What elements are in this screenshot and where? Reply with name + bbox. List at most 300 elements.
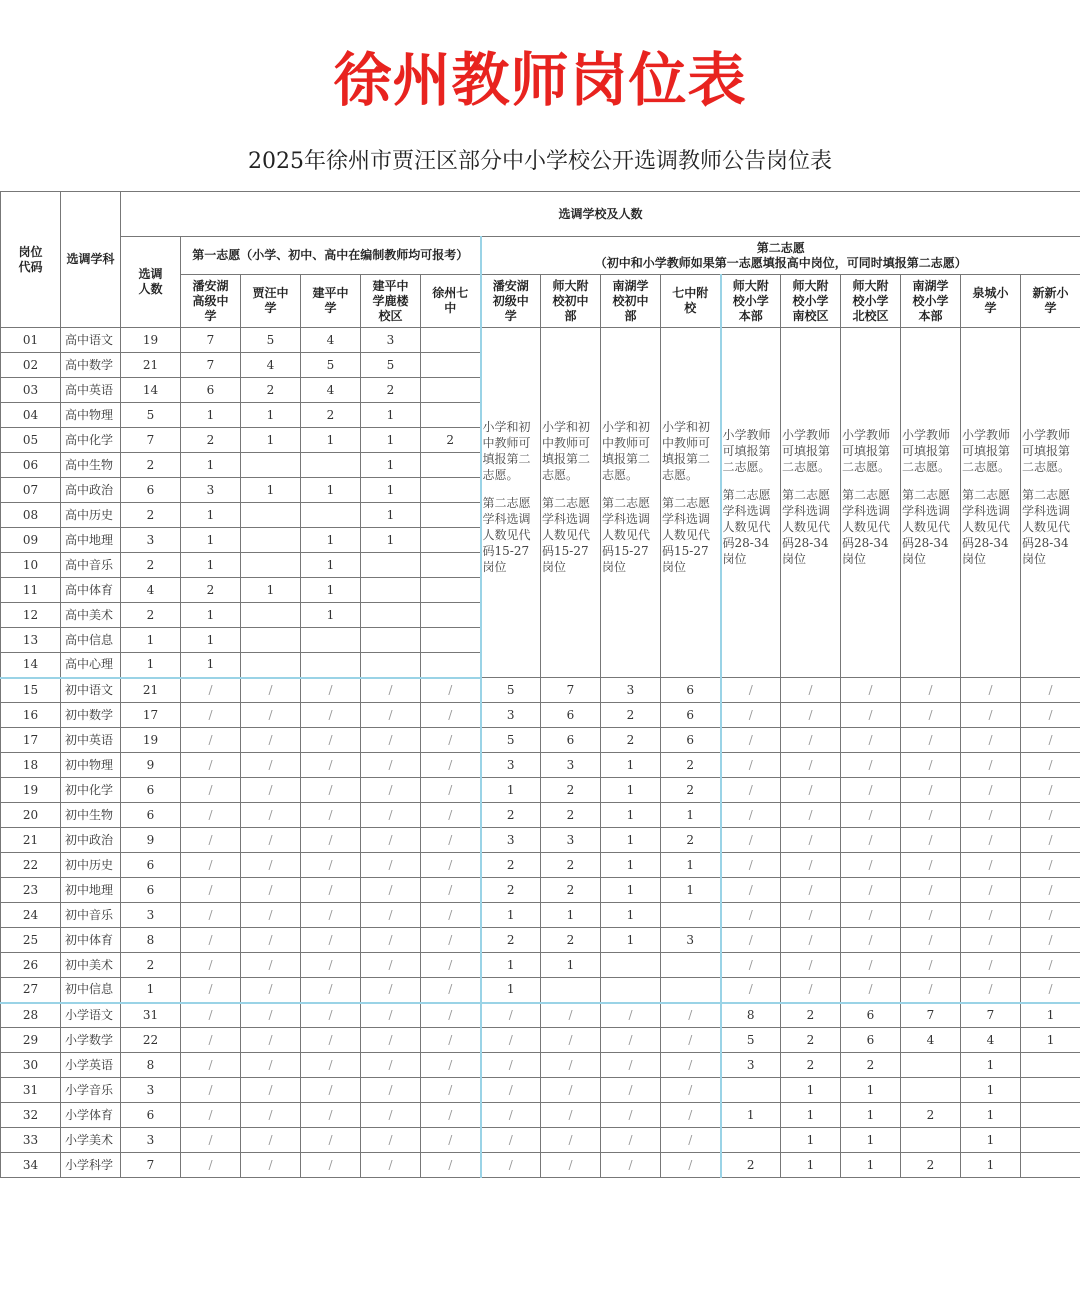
cell-value: / <box>181 903 241 928</box>
cell-total: 8 <box>121 1053 181 1078</box>
cell-value: / <box>961 903 1021 928</box>
cell-value: 1 <box>301 528 361 553</box>
cell-subject: 高中体育 <box>61 578 121 603</box>
cell-value: / <box>241 1128 301 1153</box>
cell-value: / <box>241 1003 301 1028</box>
cell-value: / <box>241 803 301 828</box>
cell-value: 5 <box>721 1028 781 1053</box>
cell-value: / <box>721 753 781 778</box>
cell-value: 5 <box>361 353 421 378</box>
cell-value: / <box>361 778 421 803</box>
cell-value: 1 <box>601 828 661 853</box>
cell-value: / <box>961 803 1021 828</box>
cell-value <box>301 653 361 678</box>
cell-total: 22 <box>121 1028 181 1053</box>
cell-value: 1 <box>661 853 721 878</box>
cell-value: / <box>721 678 781 703</box>
cell-value: / <box>841 878 901 903</box>
cell-value: / <box>1021 803 1080 828</box>
cell-value <box>421 478 481 503</box>
cell-total: 6 <box>121 778 181 803</box>
cell-total: 19 <box>121 728 181 753</box>
cell-code: 33 <box>1 1128 61 1153</box>
cell-value: 1 <box>361 503 421 528</box>
cell-subject: 高中信息 <box>61 628 121 653</box>
cell-subject: 高中历史 <box>61 503 121 528</box>
cell-subject: 初中体育 <box>61 928 121 953</box>
note-line-2: 第二志愿学科选调人数见代码28-34岗位 <box>782 487 831 566</box>
cell-code: 12 <box>1 603 61 628</box>
cell-code: 19 <box>1 778 61 803</box>
cell-value: 2 <box>481 878 541 903</box>
cell-value: 1 <box>961 1103 1021 1128</box>
cell-value <box>421 553 481 578</box>
cell-value: / <box>421 828 481 853</box>
cell-value: / <box>241 753 301 778</box>
cell-value: / <box>181 1103 241 1128</box>
cell-value: 2 <box>481 853 541 878</box>
cell-value <box>241 553 301 578</box>
cell-value: / <box>541 1053 601 1078</box>
cell-value: / <box>1021 678 1080 703</box>
cell-value <box>361 653 421 678</box>
cell-value: 3 <box>541 828 601 853</box>
cell-value: / <box>541 1078 601 1103</box>
cell-code: 01 <box>1 328 61 353</box>
cell-value: 1 <box>601 903 661 928</box>
cell-value: / <box>901 753 961 778</box>
cell-value: / <box>241 928 301 953</box>
cell-total: 3 <box>121 1128 181 1153</box>
cell-value: / <box>601 1128 661 1153</box>
cell-value: 1 <box>181 503 241 528</box>
cell-value: / <box>661 1053 721 1078</box>
cell-value <box>901 1053 961 1078</box>
cell-value: / <box>241 853 301 878</box>
cell-subject: 初中生物 <box>61 803 121 828</box>
cell-subject: 高中音乐 <box>61 553 121 578</box>
cell-value: 3 <box>661 928 721 953</box>
cell-total: 14 <box>121 378 181 403</box>
note-cell <box>1021 328 1080 678</box>
cell-value: 1 <box>601 928 661 953</box>
note-line-2: 第二志愿学科选调人数见代码28-34岗位 <box>1022 487 1071 566</box>
cell-value: / <box>301 928 361 953</box>
cell-value: / <box>421 1128 481 1153</box>
cell-subject: 初中英语 <box>61 728 121 753</box>
cell-subject: 高中生物 <box>61 453 121 478</box>
cell-total: 6 <box>121 478 181 503</box>
cell-value: 1 <box>361 403 421 428</box>
cell-value: / <box>181 878 241 903</box>
cell-value: / <box>841 753 901 778</box>
cell-value: 1 <box>601 878 661 903</box>
cell-value: / <box>1021 878 1080 903</box>
cell-value: 1 <box>301 578 361 603</box>
cell-subject: 高中美术 <box>61 603 121 628</box>
cell-value <box>421 403 481 428</box>
cell-value: / <box>901 853 961 878</box>
cell-value: / <box>961 778 1021 803</box>
cell-value: / <box>901 828 961 853</box>
cell-value: / <box>181 928 241 953</box>
cell-total: 1 <box>121 628 181 653</box>
cell-value: 1 <box>661 803 721 828</box>
header-school: 师大附校小学南校区 <box>781 275 841 328</box>
cell-value: 6 <box>541 703 601 728</box>
cell-value: / <box>781 728 841 753</box>
cell-value: / <box>481 1103 541 1128</box>
cell-total: 21 <box>121 678 181 703</box>
cell-value: 1 <box>961 1053 1021 1078</box>
cell-value: 1 <box>721 1103 781 1128</box>
cell-value: 2 <box>601 728 661 753</box>
cell-value: / <box>841 903 901 928</box>
cell-value: / <box>781 703 841 728</box>
cell-value: 1 <box>541 953 601 978</box>
note-cell <box>721 328 781 678</box>
cell-value: 1 <box>781 1128 841 1153</box>
cell-value: / <box>901 778 961 803</box>
cell-value: 2 <box>781 1053 841 1078</box>
cell-value: 2 <box>241 378 301 403</box>
cell-code: 07 <box>1 478 61 503</box>
cell-value: 2 <box>601 703 661 728</box>
cell-value: / <box>901 928 961 953</box>
cell-value: / <box>961 878 1021 903</box>
cell-value: 3 <box>481 828 541 853</box>
cell-value: / <box>721 828 781 853</box>
cell-value: 1 <box>1021 1003 1080 1028</box>
cell-value: / <box>721 853 781 878</box>
cell-value: 6 <box>661 728 721 753</box>
cell-value: / <box>361 1103 421 1128</box>
cell-value: 6 <box>181 378 241 403</box>
cell-value: / <box>1021 703 1080 728</box>
cell-value: 1 <box>781 1078 841 1103</box>
cell-value: 2 <box>541 928 601 953</box>
cell-value: 4 <box>301 378 361 403</box>
cell-code: 22 <box>1 853 61 878</box>
cell-value: 1 <box>181 653 241 678</box>
cell-value: 2 <box>421 428 481 453</box>
cell-subject: 高中数学 <box>61 353 121 378</box>
cell-code: 25 <box>1 928 61 953</box>
cell-value: / <box>601 1103 661 1128</box>
cell-value: 6 <box>661 703 721 728</box>
table-row <box>1 953 1080 978</box>
cell-subject: 小学科学 <box>61 1153 121 1178</box>
header-school: 师大附校初中部 <box>541 275 601 328</box>
cell-value <box>301 453 361 478</box>
cell-value <box>421 528 481 553</box>
cell-value <box>421 653 481 678</box>
header-school: 师大附校小学本部 <box>721 275 781 328</box>
cell-code: 21 <box>1 828 61 853</box>
cell-value: / <box>721 728 781 753</box>
cell-value: 1 <box>961 1153 1021 1178</box>
cell-total: 2 <box>121 953 181 978</box>
cell-value: / <box>1021 978 1080 1003</box>
note-line-1: 小学和初中教师可填报第二志愿。 <box>482 419 531 482</box>
cell-value: 6 <box>841 1003 901 1028</box>
cell-code: 16 <box>1 703 61 728</box>
cell-total: 1 <box>121 978 181 1003</box>
cell-value: / <box>781 878 841 903</box>
cell-value: / <box>421 728 481 753</box>
cell-value: 3 <box>181 478 241 503</box>
cell-value: 2 <box>541 778 601 803</box>
cell-value: / <box>361 1028 421 1053</box>
cell-value: / <box>421 1103 481 1128</box>
cell-value: / <box>781 903 841 928</box>
cell-value: / <box>181 1053 241 1078</box>
cell-value: / <box>181 1028 241 1053</box>
cell-value: / <box>241 1153 301 1178</box>
cell-value: 4 <box>301 328 361 353</box>
cell-value: / <box>661 1128 721 1153</box>
cell-total: 2 <box>121 553 181 578</box>
cell-value: 1 <box>181 603 241 628</box>
cell-value: 5 <box>301 353 361 378</box>
cell-value: / <box>961 678 1021 703</box>
cell-value: 2 <box>541 803 601 828</box>
cell-value: / <box>241 978 301 1003</box>
cell-value: / <box>961 753 1021 778</box>
cell-subject: 初中数学 <box>61 703 121 728</box>
header-school: 新新小学 <box>1021 275 1080 328</box>
header-school: 南湖学校小学本部 <box>901 275 961 328</box>
cell-subject: 初中历史 <box>61 853 121 878</box>
table-row <box>1 828 1080 853</box>
table-row <box>1 903 1080 928</box>
cell-value: / <box>301 1003 361 1028</box>
cell-value: / <box>961 953 1021 978</box>
cell-value <box>1021 1128 1080 1153</box>
cell-value: / <box>181 778 241 803</box>
cell-value: / <box>1021 778 1080 803</box>
cell-total: 7 <box>121 428 181 453</box>
cell-value: / <box>181 1128 241 1153</box>
cell-value <box>241 628 301 653</box>
cell-subject: 高中英语 <box>61 378 121 403</box>
cell-subject: 小学体育 <box>61 1103 121 1128</box>
cell-value: 8 <box>721 1003 781 1028</box>
cell-value: 3 <box>601 678 661 703</box>
cell-value: / <box>721 953 781 978</box>
cell-value: / <box>841 853 901 878</box>
cell-value: 1 <box>181 453 241 478</box>
cell-value: / <box>961 828 1021 853</box>
cell-value: / <box>1021 828 1080 853</box>
cell-subject: 小学英语 <box>61 1053 121 1078</box>
cell-value: / <box>181 1003 241 1028</box>
cell-value: / <box>421 928 481 953</box>
page-banner-title: 徐州教师岗位表 <box>333 46 747 114</box>
cell-total: 7 <box>121 1153 181 1178</box>
cell-value: / <box>541 1153 601 1178</box>
cell-value: / <box>601 1053 661 1078</box>
table-row <box>1 878 1080 903</box>
cell-value: 1 <box>961 1128 1021 1153</box>
cell-value: 2 <box>661 753 721 778</box>
header-schools: 选调学校及人数 <box>121 192 1080 237</box>
cell-value: 4 <box>901 1028 961 1053</box>
cell-value: / <box>181 703 241 728</box>
cell-code: 02 <box>1 353 61 378</box>
cell-code: 27 <box>1 978 61 1003</box>
cell-value: 3 <box>481 703 541 728</box>
cell-code: 28 <box>1 1003 61 1028</box>
note-line-1: 小学和初中教师可填报第二志愿。 <box>662 419 711 482</box>
cell-value: 2 <box>841 1053 901 1078</box>
note-cell <box>481 328 541 678</box>
cell-subject: 高中心理 <box>61 653 121 678</box>
cell-value: 3 <box>481 753 541 778</box>
header-school: 泉城小学 <box>961 275 1021 328</box>
cell-value <box>421 378 481 403</box>
cell-total: 9 <box>121 828 181 853</box>
note-cell <box>781 328 841 678</box>
cell-total: 6 <box>121 853 181 878</box>
table-row <box>1 728 1080 753</box>
cell-subject: 初中地理 <box>61 878 121 903</box>
cell-value: / <box>841 678 901 703</box>
cell-value: / <box>901 903 961 928</box>
cell-code: 32 <box>1 1103 61 1128</box>
cell-value: 1 <box>481 778 541 803</box>
cell-code: 05 <box>1 428 61 453</box>
cell-value: / <box>241 778 301 803</box>
note-cell <box>841 328 901 678</box>
note-cell <box>901 328 961 678</box>
cell-value <box>241 453 301 478</box>
cell-total: 6 <box>121 1103 181 1128</box>
cell-code: 18 <box>1 753 61 778</box>
header-school: 徐州七中 <box>421 275 481 328</box>
cell-subject: 高中政治 <box>61 478 121 503</box>
cell-subject: 小学数学 <box>61 1028 121 1053</box>
cell-value: / <box>721 928 781 953</box>
cell-total: 6 <box>121 878 181 903</box>
table-row <box>1 1053 1080 1078</box>
cell-value <box>361 578 421 603</box>
header-second-choice: 第二志愿 （初中和小学教师如果第一志愿填报高中岗位，可同时填报第二志愿） <box>481 237 1080 275</box>
cell-value: 1 <box>181 403 241 428</box>
table-row <box>1 1153 1080 1178</box>
cell-value: / <box>841 953 901 978</box>
cell-subject: 初中政治 <box>61 828 121 853</box>
cell-value: / <box>361 1153 421 1178</box>
header-first-choice: 第一志愿（小学、初中、高中在编制教师均可报考） <box>181 237 481 275</box>
cell-value: / <box>181 828 241 853</box>
cell-value: / <box>901 953 961 978</box>
note-cell <box>541 328 601 678</box>
cell-value: / <box>241 903 301 928</box>
cell-value: / <box>361 878 421 903</box>
cell-value <box>601 953 661 978</box>
cell-value: 1 <box>241 478 301 503</box>
cell-value <box>1021 1153 1080 1178</box>
cell-code: 20 <box>1 803 61 828</box>
cell-value: / <box>721 903 781 928</box>
cell-code: 23 <box>1 878 61 903</box>
cell-value: / <box>421 1028 481 1053</box>
cell-value: 1 <box>961 1078 1021 1103</box>
cell-value: / <box>421 978 481 1003</box>
cell-value: / <box>301 1153 361 1178</box>
cell-value: / <box>421 1153 481 1178</box>
cell-value: / <box>601 1078 661 1103</box>
cell-value: / <box>301 828 361 853</box>
cell-value: 1 <box>781 1153 841 1178</box>
cell-value: / <box>721 778 781 803</box>
cell-value: / <box>1021 953 1080 978</box>
cell-value: / <box>421 778 481 803</box>
cell-value: / <box>241 878 301 903</box>
note-line-2: 第二志愿学科选调人数见代码15-27岗位 <box>662 495 711 574</box>
cell-value: / <box>361 903 421 928</box>
cell-value: / <box>481 1128 541 1153</box>
cell-value: 2 <box>541 853 601 878</box>
cell-value: / <box>781 778 841 803</box>
cell-value: / <box>301 1103 361 1128</box>
cell-value: / <box>781 953 841 978</box>
cell-code: 30 <box>1 1053 61 1078</box>
cell-value: 2 <box>781 1003 841 1028</box>
cell-value: / <box>361 753 421 778</box>
cell-value: / <box>361 853 421 878</box>
cell-value: 1 <box>181 628 241 653</box>
cell-code: 26 <box>1 953 61 978</box>
cell-value: / <box>481 1078 541 1103</box>
table-row <box>1 1028 1080 1053</box>
header-count: 选调人数 <box>121 237 181 328</box>
cell-value: / <box>901 728 961 753</box>
cell-code: 29 <box>1 1028 61 1053</box>
note-line-2: 第二志愿学科选调人数见代码28-34岗位 <box>902 487 951 566</box>
cell-value: 1 <box>361 478 421 503</box>
cell-value: / <box>181 1153 241 1178</box>
cell-value <box>301 628 361 653</box>
cell-code: 13 <box>1 628 61 653</box>
table-row <box>1 778 1080 803</box>
cell-value <box>901 1128 961 1153</box>
cell-value: 6 <box>841 1028 901 1053</box>
cell-value: / <box>901 803 961 828</box>
cell-value <box>361 603 421 628</box>
cell-value: 1 <box>601 753 661 778</box>
cell-code: 34 <box>1 1153 61 1178</box>
cell-value: 2 <box>481 803 541 828</box>
note-line-1: 小学教师可填报第二志愿。 <box>782 427 831 474</box>
table-row <box>1 703 1080 728</box>
cell-value: 1 <box>301 428 361 453</box>
cell-value: / <box>661 1153 721 1178</box>
cell-value: 1 <box>241 403 301 428</box>
cell-value: 1 <box>301 603 361 628</box>
cell-value: / <box>241 828 301 853</box>
cell-value: / <box>421 953 481 978</box>
cell-value: / <box>961 853 1021 878</box>
cell-code: 06 <box>1 453 61 478</box>
cell-total: 21 <box>121 353 181 378</box>
cell-total: 3 <box>121 528 181 553</box>
table-row <box>1 328 1080 353</box>
cell-value: / <box>421 1078 481 1103</box>
position-table <box>0 191 1080 1178</box>
table-row <box>1 928 1080 953</box>
